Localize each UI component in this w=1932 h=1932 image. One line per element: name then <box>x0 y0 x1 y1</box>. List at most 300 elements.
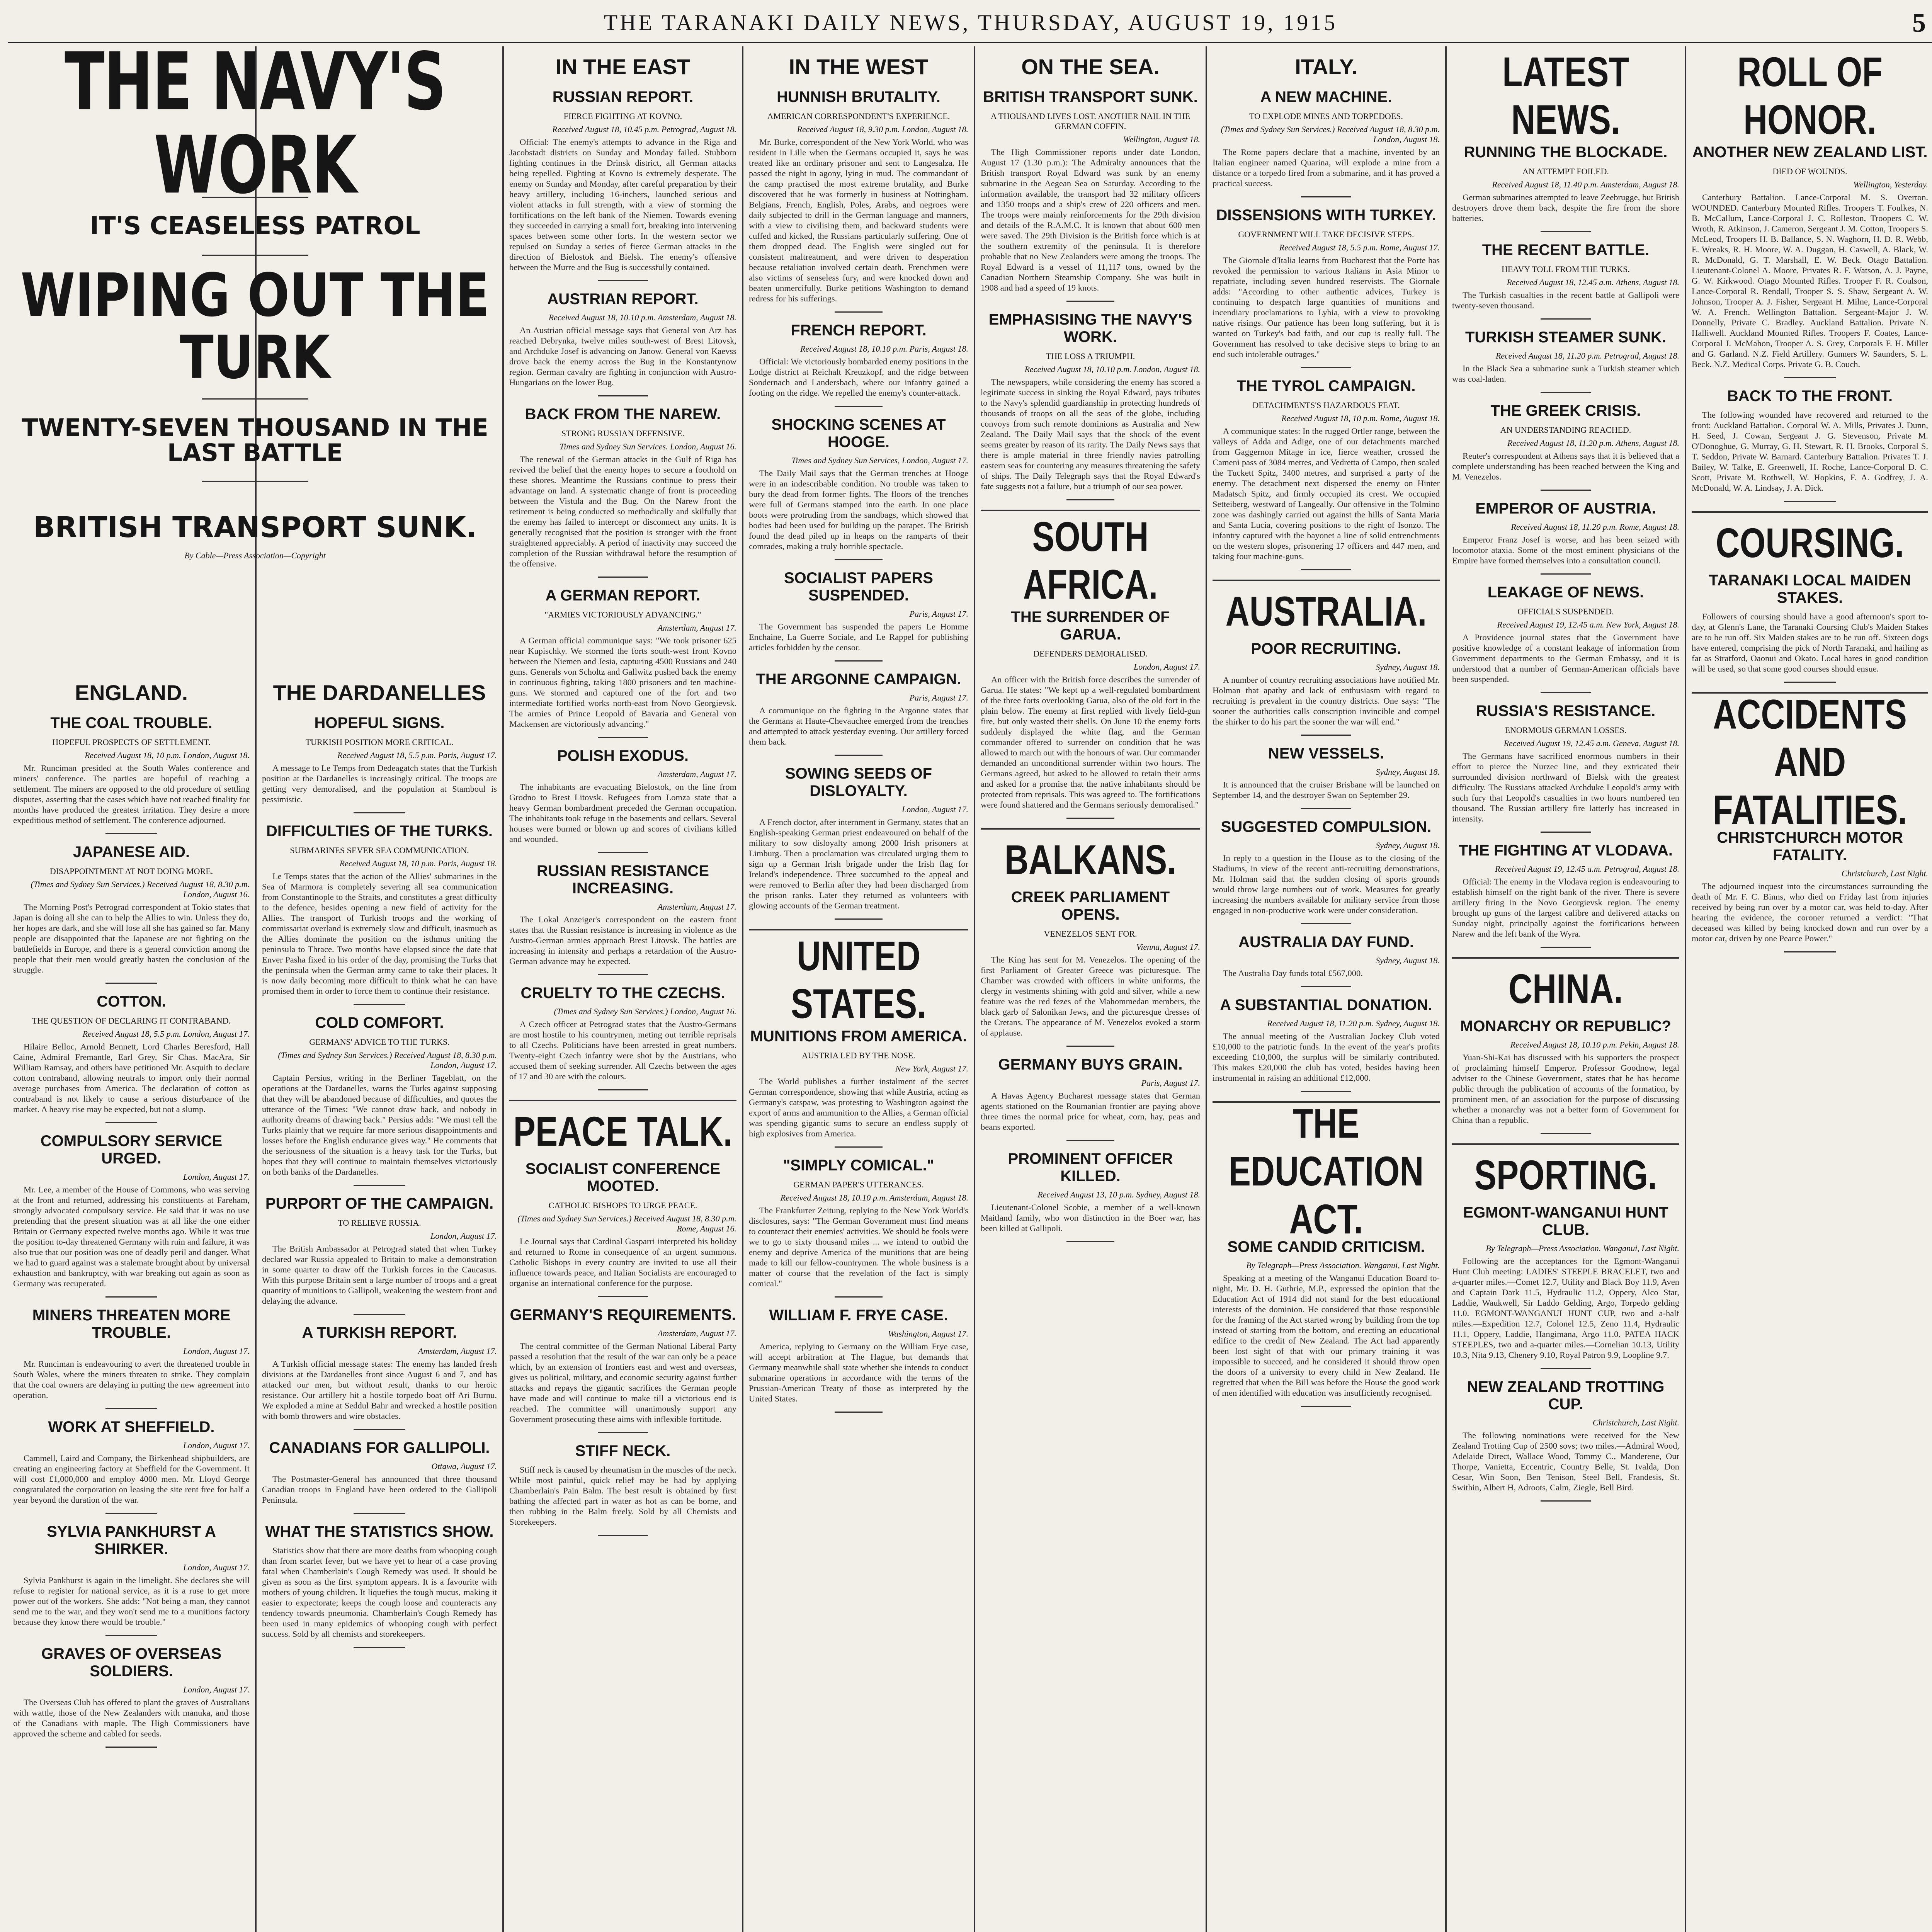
column-latest <box>1447 46 1685 1932</box>
dateline: Sydney, August 18. <box>1376 956 1440 965</box>
dateline: Times and Sydney Sun Services, London, August 17. <box>791 456 968 465</box>
dateline: Christchurch, Last Night. <box>1592 1418 1679 1427</box>
article-text: Following are the acceptances for the Egmont-Wanganui Hunt Club meeting: LADIES' STEEPLE BRACELET, two and a-quarter miles.—Comet 12.7, Utility and Black Boy 11.9, Aven and Captain Dark 11.5, Hydraulic 11.2, Oppery, Alco Star, Laddie, Waukwell, Sir Laddo Gelding, Argo, Torpedo gelding 11.0. EGMONT-WANGANUI HUNT CUP, two and a-half miles.—Expedition 12.7, Colonel 12.5, Zeno 11.4, Hydraulic 11.1, Oppery, Laddie, Hangimana, Argo 11.0. PATEA HACK STEEPLES, two and a-quarter miles.—Cornelian 10.13, Utility 10.3, Nita 9.13, Chenery 9.10, Royal Patron 9.9, Loopline 9.7. <box>1452 1256 1679 1360</box>
section-headline: GERMANY BUYS GRAIN. <box>998 1056 1183 1073</box>
section-subheadline: FIERCE FIGHTING AT KOVNO. <box>563 111 682 121</box>
article-text: The Lokal Anzeiger's correspondent on the eastern front states that the Russian resistance is increasing in violence as the Austro-German armies approach Brest Litovsk. The battles are increasing in intensity and perhaps a retardation of the Austro-German advance may be expected. <box>509 915 736 966</box>
column-headline: THE DARDANELLES <box>273 680 486 705</box>
rule-divider <box>1541 947 1590 948</box>
dateline: London, August 17. <box>430 1231 497 1241</box>
dateline: Received August 18, 11.40 p.m. Amsterdam, August 18. <box>1492 180 1679 189</box>
article-text: Mr. Lee, a member of the House of Commons, who was serving at the front and returned, addressing his constituents at Fareham, strongly advocated compulsory service. He said that it was no use pretending that the present situation was at all like the one either Britain or Germany expected twelve months ago. While it was true the position to-day threatened Germany with ruin and failure, it was also true that our position was one of deadly peril and danger. What we had to guard against was a stalemate brought about by universal exhaustion and bankruptcy, with war breaking out again as soon as Germany was recuperated. <box>13 1185 250 1288</box>
article-body <box>749 356 968 398</box>
article-text: The Morning Post's Petrograd correspondent at Tokio states that Japan is doing all she can to help the Allies to win. Unless they do, her hopes are dark, and she will lose all she has gained so far. Many people are disappointed that the Japanese are not fighting on the battlefields in Europe, and there is a general conviction among the people that their men would greatly hasten the conclusion of the struggle. <box>13 902 250 975</box>
dateline: Received August 18, 11.20 p.m. Athens, August 18. <box>1507 438 1679 448</box>
section-headline: TURKISH STEAMER SUNK. <box>1465 329 1667 346</box>
rule-divider <box>1541 1368 1590 1369</box>
article-text: In reply to a question in the House as to the closing of the Stadiums, in view of the recent anti-recruiting demonstrations, Mr. Holman said that the sudden closing of sports grounds would throw large numbers out of work. Measures for greatly increasing the numbers available for military service from those engaged in non-productive work were under consideration. <box>1213 853 1440 915</box>
rule-divider <box>354 1185 405 1186</box>
article-body <box>1452 876 1679 939</box>
section-headline: AUSTRIAN REPORT. <box>547 291 699 308</box>
section-headline: THE FIGHTING AT VLODAVA. <box>1458 842 1673 859</box>
section-headline: TARANAKI LOCAL MAIDEN STAKES. <box>1709 572 1911 606</box>
article-body <box>509 782 736 844</box>
rule-divider <box>105 1747 158 1748</box>
dateline: New York, August 17. <box>895 1064 968 1073</box>
lead-headline: THE NAVY'S WORK <box>65 46 446 211</box>
dateline: Received August 18, 10.10 p.m. Paris, August 18. <box>800 344 968 354</box>
rule-divider <box>1066 1241 1115 1242</box>
rule-divider <box>1541 318 1590 320</box>
article-body <box>13 1359 250 1400</box>
rule-divider <box>1301 1091 1351 1092</box>
rule-divider <box>354 1647 405 1648</box>
dateline: Christchurch, Last Night. <box>1841 869 1928 878</box>
section-subheadline: CATHOLIC BISHOPS TO URGE PEACE. <box>548 1201 697 1210</box>
dateline: Received August 18, 11.20 p.m. Sydney, August 18. <box>1267 1019 1440 1028</box>
article-text: Le Temps states that the action of the Allies' submarines in the Sea of Marmora is completely severing all sea communication from Constantinople to the Straits, and constitutes a great difficulty to the defence, besides opening a new field of activity for the Allies. The transport of Turkish troops and the working of commissariat overland is extremely slow and difficult, inasmuch as the Allies dominate the position on the isthmus uniting the peninsula to Thrace. Two months have elapsed since the date that Enver Pasha fixed in his order of the day, promising the Turks that the peninsula when the German army came to take their places. It is now daily becoming more difficult to think what he can have promised them in order to force them to continue their resistance. <box>262 871 497 996</box>
rule-divider <box>1541 832 1590 833</box>
article-text: The Turkish casualties in the recent battle at Gallipoli were twenty-seven thousand. <box>1452 290 1679 310</box>
article-body <box>1213 1031 1440 1083</box>
dateline: Paris, August 17. <box>909 609 968 619</box>
article-text: An Austrian official message says that General von Arz has reached Debrynka, twelve miles south-west of Brest Litovsk, and Archduke Josef is advancing on Janow. General von Kaevss drove back the enemy across the Bug in the Konstantynow region. German cavalry are fighting in conjunction with Austro-Hungarians on the lower Bug. <box>509 325 736 387</box>
rule-divider <box>354 1513 405 1514</box>
article-text: The Postmaster-General has announced that three thousand Canadian troops in England have been ordered to the Gallipoli Peninsula. <box>262 1474 497 1505</box>
rule-divider <box>835 1412 883 1413</box>
dateline: (Times and Sydney Sun Services.) Received August 18, 8.30 p.m. London, August 17. <box>278 1050 497 1070</box>
article-text: The Rome papers declare that a machine, invented by an Italian engineer named Quarina, will explode a mine from a distance or a torpedo fired from a submarine, and it has proved a practical success. <box>1213 147 1440 188</box>
section-headline: JAPANESE AID. <box>73 844 190 861</box>
rule-divider <box>598 280 648 281</box>
section-subheadline: THE LOSS A TRIUMPH. <box>1046 351 1135 361</box>
section-headline: A GERMAN REPORT. <box>545 587 701 604</box>
section-headline: NEW VESSELS. <box>1268 745 1384 762</box>
rule-divider <box>835 660 883 662</box>
article-text: German submarines attempted to leave Zeebrugge, but British destroyers drove them back, despite the fire from the shore batteries. <box>1452 192 1679 223</box>
article-text: The following nominations were received for the New Zealand Trotting Cup of 2500 sovs; two miles.—Admiral Wood, Adelaide Direct, Wallace Wood, Tommy C., Manderene, Our Thorpe, Vanietta, Eccentric, Country Belle, St. Ivalda, Don Cesar, Win Soon, Ben Tenison, Steel Bell, Frandesis, St. Swithin, Albert H, Adroots, Calm, Ziegle, Bell Bird. <box>1452 1430 1679 1492</box>
article-body <box>1213 675 1440 727</box>
rule-divider <box>1301 367 1351 368</box>
rule-divider <box>835 755 883 756</box>
article-text: The renewal of the German attacks in the Gulf of Riga has revived the belief that the enemy hopes to secure a foothold on these shores. Meantime the Russians continue to press their advantage on land. A systematic change of front is proceeding between the Vistula and the Bug. On the Narew front the retirement is being conducted so methodically and skilfully that the enemy has failed to intercept or disconnect any units. It is generally recognised that the position is stronger with the front straightened appreciably. A period of inactivity may succeed the completion of the Russian withdrawal before the resumption of the offensive. <box>509 454 736 568</box>
rule-divider <box>105 1513 158 1514</box>
dateline: Sydney, August 18. <box>1376 662 1440 672</box>
column-west <box>743 46 974 1932</box>
section-subheadline: GERMAN PAPER'S UTTERANCES. <box>793 1180 924 1189</box>
rule-divider <box>1301 569 1351 570</box>
article-body <box>509 454 736 569</box>
section-subheadline: TO EXPLODE MINES AND TORPEDOES. <box>1249 111 1403 121</box>
article-body <box>1213 779 1440 800</box>
column-headline: BALKANS. <box>1004 837 1177 883</box>
dateline: Received August 18, 10 p.m. London, August 18. <box>85 750 250 760</box>
dateline: Ottawa, August 17. <box>431 1461 497 1471</box>
section-headline: SOME CANDID CRITICISM. <box>1227 1238 1425 1255</box>
article-text: Official: The enemy in the Vlodava region is endeavouring to establish himself on the right bank of the river. There is severe artillery firing in the Novo Georgievsk region. The enemy brought up guns of the largest calibre and delivered attacks on Sunday night, principally against the fortifications between Narew and the left bank of the Wyra. <box>1452 877 1679 939</box>
dateline: Amsterdam, August 17. <box>418 1346 497 1356</box>
section-subheadline: DIED OF WOUNDS. <box>1772 167 1847 176</box>
dateline: Received August 18, 11.20 p.m. Petrograd, August 18. <box>1495 351 1679 361</box>
rule-divider <box>1066 499 1115 500</box>
section-headline: PROMINENT OFFICER KILLED. <box>1008 1150 1173 1185</box>
dateline: (Times and Sydney Sun Services.) Received August 18, 8.30 p.m. London, August 16. <box>31 879 250 899</box>
rule-divider <box>1301 923 1351 924</box>
article-body <box>1213 255 1440 359</box>
section-subheadline: DETACHMENTS'S HAZARDOUS FEAT. <box>1252 400 1400 410</box>
dateline: Received August 18, 12.45 a.m. Athens, August 18. <box>1507 277 1679 287</box>
dateline: Received August 18, 10 p.m. Rome, August 18. <box>1281 413 1440 423</box>
column-headline: ACCIDENTS AND FATALITIES. <box>1713 691 1907 833</box>
article-text: The Giornale d'Italia learns from Bucharest that the Porte has revoked the permission to various Italians in Asia Minor to repatriate, including seven hundred reservists. The Giornale adds: "According to other authentic advices, Turkey is continuing to despatch large quantities of munitions and incendiary proclamations to Lybia, with a view to provoking native risings. Our patience has been long suffering, but it is wanted on Turkey's bad faith, and our cup is really full. The Government has resolved to take decisive steps to bring to an end such intolerable outrages." <box>1213 255 1440 359</box>
section-subheadline: GOVERNMENT WILL TAKE DECISIVE STEPS. <box>1238 230 1414 239</box>
article-text: Speaking at a meeting of the Wanganui Education Board to-night, Mr. D. H. Guthrie, M.P., expressed the opinion that the Education Act of 1914 did not stand for the best educational interests of the dominion. He considered that those responsible for the framing of the Act started wrong by building from the top instead of starting from the bottom, and erecting an educational edifice to the credit of New Zealand. The Act had apparently been lost sight of that with our primary training it was impossible to succeed, and he considered it should throw open the doors of a university to every child in New Zealand. He regretted that when the Bill was before the House the good work of men identified with education was insufficiently recognised. <box>1213 1273 1440 1398</box>
dateline: Received August 19, 12.45 a.m. Petrograd, August 18. <box>1495 864 1679 874</box>
article-text: Mr. Runciman is endeavouring to avert the threatened trouble in South Wales, where the miners threaten to strike. They complain that the coal owners are delaying in putting the new agreement into operation. <box>13 1359 250 1400</box>
rule-divider <box>1541 490 1590 491</box>
section-subheadline: OFFICIALS SUSPENDED. <box>1517 607 1614 616</box>
article-body <box>749 705 968 747</box>
article-body <box>509 1464 736 1527</box>
section-headline: BACK TO THE FRONT. <box>1727 388 1893 405</box>
section-headline: BACK FROM THE NAREW. <box>525 406 721 423</box>
dateline: London, August 17. <box>1134 662 1200 672</box>
article-body <box>262 1545 497 1639</box>
section-divider <box>749 929 968 930</box>
section-headline: CANADIANS FOR GALLIPOLI. <box>269 1439 490 1456</box>
article-body <box>1213 853 1440 915</box>
article-body <box>262 1474 497 1505</box>
section-headline: POLISH EXODUS. <box>557 747 689 764</box>
section-subheadline: ENORMOUS GERMAN LOSSES. <box>1505 725 1627 735</box>
article-body <box>981 377 1200 492</box>
article-body <box>1452 451 1679 482</box>
column-headline: ENGLAND. <box>75 680 188 705</box>
section-headline: THE GREEK CRISIS. <box>1490 402 1641 419</box>
rule-divider <box>598 1089 648 1090</box>
dateline: Received August 18, 5.5 p.m. London, August 17. <box>82 1029 250 1039</box>
section-subheadline: THE QUESTION OF DECLARING IT CONTRABAND. <box>32 1016 231 1026</box>
rule-divider <box>1301 1406 1351 1407</box>
section-headline: AUSTRALIA DAY FUND. <box>1238 934 1414 951</box>
section-headline: CREEK PARLIAMENT OPENS. <box>1011 889 1170 923</box>
article-body <box>1452 632 1679 684</box>
article-text: Cammell, Laird and Company, the Birkenhead shipbuilders, are creating an engineering factory at Sheffield for the Government. It will cost £1,000,000 and employ 4000 men. Mr. Lloyd George congratulated the corporation on leasing the site rent free for half a year beyond the duration of the war. <box>13 1453 250 1505</box>
article-body <box>1452 1052 1679 1125</box>
article-body <box>1213 1273 1440 1398</box>
rule-divider <box>598 1296 648 1297</box>
rule-divider <box>105 833 158 834</box>
rule-divider <box>105 983 158 984</box>
article-body <box>262 763 497 804</box>
article-text: Official: The enemy's attempts to advance in the Riga and Jacobstadt districts on Sunday and Monday failed. Stubborn fighting continues in the Drinsk district, all German attacks being repelled. Fighting at Kovno is extremely desperate. The enemy on Sunday and Monday, after careful preparation by their heavy artillery, including 16-inchers, launched serious and violent attacks in full strength, with a view of storming the fortifications on the left bank of the Niemen. Towards evening they succeeded in carrying a small fort, breaking into intervening spaces between some other forts. In the western sector we repulsed on Sunday a series of fierce German attacks in the direction of Bielostok and Bielsk. The enemy's offensive between the Murre and the Bug is successfully contained. <box>509 137 736 272</box>
rule-divider <box>1784 682 1836 683</box>
rule-divider <box>598 852 648 853</box>
section-subheadline: DISAPPOINTMENT AT NOT DOING MORE. <box>49 866 213 876</box>
article-text: A German official communique says: "We took prisoner 625 near Kupischky. We stormed the forts south-west front Kovno between the Niemen and Jesia, capturing 4500 Russians and 240 guns. Generals von Scholtz and Gallwitz pushed back the enemy in continuous fighting, taking 1800 prisoners and ten machine-guns. We stormed and captured one of the fort and two intermediate fortified works north-east from Novo Georgievsk. The armies of Prince Leopold of Bavaria and General von Mackensen are victoriously advancing." <box>509 636 736 729</box>
section-headline: SHOCKING SCENES AT HOOGE. <box>771 416 946 451</box>
rule-divider <box>1066 301 1115 302</box>
rule-divider <box>105 1122 158 1123</box>
dateline: Received August 18, 5.5 p.m. Paris, August 17. <box>337 750 497 760</box>
article-text: A Havas Agency Bucharest message states that German agents stationed on the Roumanian frontier are paying above three times the normal price for wheat, corn, hay, peas and beans exported. <box>981 1091 1200 1132</box>
section-subheadline: AN UNDERSTANDING REACHED. <box>1500 425 1631 435</box>
dateline: London, August 17. <box>183 1346 250 1356</box>
article-body <box>1213 426 1440 561</box>
rule-divider <box>1066 1046 1115 1047</box>
column-headline: ROLL OF HONOR. <box>1737 49 1883 143</box>
article-body <box>1213 968 1440 978</box>
article-text: Yuan-Shi-Kai has discussed with his supporters the prospect of proclaiming himself Emperor. Professor Goodnow, legal adviser to the Chinese Government, states that he has become public through the publication of accounts of the formation, by prominent men, of an association for the purpose of discussing whether a monarchy was not a better form of Government for China than a republic. <box>1452 1053 1679 1125</box>
article-body <box>749 817 968 911</box>
columns-area <box>8 46 1932 1932</box>
section-subheadline: A THOUSAND LIVES LOST. ANOTHER NAIL IN THE GERMAN COFFIN. <box>990 111 1190 131</box>
article-text: It is announced that the cruiser Brisbane will be launched on September 14, and the destroyer Swan on September 29. <box>1213 780 1440 800</box>
article-body <box>13 1041 250 1114</box>
article-text: The inhabitants are evacuating Bielostok, on the line from Grodno to Brest Litovsk. Refugees from Lomza state that a heavy German bombardment preceded the German occupation. The inhabitants took refuge in the basements and cellars. Several houses were burned or blown up and scores of civilians killed and wounded. <box>509 782 736 844</box>
column-headline: ON THE SEA. <box>1021 54 1160 79</box>
deck-headline: TWENTY-SEVEN THOUSAND IN THE LAST BATTLE <box>22 413 488 467</box>
column-sea <box>975 46 1206 1932</box>
rule-divider <box>354 1004 405 1005</box>
dateline: Received August 18, 9.30 p.m. London, August 18. <box>797 124 968 134</box>
rule-divider <box>1784 951 1836 952</box>
column-headline: LATEST NEWS. <box>1502 49 1629 143</box>
dateline: Sydney, August 18. <box>1376 767 1440 777</box>
section-headline: "SIMPLY COMICAL." <box>783 1157 934 1174</box>
section-subheadline: TURKISH POSITION MORE CRITICAL. <box>305 737 454 747</box>
rule-divider <box>105 1296 158 1298</box>
section-subheadline: GERMANS' ADVICE TO THE TURKS. <box>309 1037 450 1047</box>
article-body <box>749 468 968 551</box>
section-headline: STIFF NECK. <box>575 1442 671 1459</box>
dateline: Received August 18, 5.5 p.m. Rome, August 17. <box>1279 243 1440 252</box>
dateline: By Telegraph—Press Association. Wanganui, Last Night. <box>1246 1260 1440 1270</box>
article-body <box>13 1453 250 1505</box>
section-subheadline: SUBMARINES SEVER SEA COMMUNICATION. <box>290 845 469 855</box>
section-divider <box>1692 511 1928 513</box>
article-body <box>509 137 736 272</box>
rule-divider <box>598 737 648 738</box>
rule-divider <box>598 577 648 578</box>
section-headline: RUNNING THE BLOCKADE. <box>1464 144 1668 161</box>
article-text: Captain Persius, writing in the Berliner Tageblatt, on the operations at the Dardanelles, warns the Turks against supposing that they will be abandoned because of difficulties, and quotes the utterance of the Times: "We cannot draw back, and nobody in authority dreams of drawing back." Persius adds: "We must tell the Turks plainly that we require far more serious disappointments and losses before the English endurance gives way." He comments that the seriousness of the situation is a heavy task for the Turks, but hopes that they will continue to maintain themselves victoriously on both banks of the Dardanelles. <box>262 1073 497 1177</box>
rule-divider <box>1541 573 1590 575</box>
section-headline: SUGGESTED COMPULSION. <box>1221 818 1432 835</box>
section-headline: CRUELTY TO THE CZECHS. <box>520 985 725 1002</box>
article-body <box>509 1019 736 1082</box>
section-headline: SOCIALIST PAPERS SUSPENDED. <box>784 570 933 604</box>
rule-divider <box>1541 1500 1590 1502</box>
section-headline: RUSSIA'S RESISTANCE. <box>1476 702 1656 719</box>
article-text: Lieutenant-Colonel Scobie, a member of a well-known Maitland family, who won distinction in the Boer war, has been killed at Gallipoli. <box>981 1202 1200 1233</box>
dateline: Received August 18, 10.10 p.m. Amsterdam, August 18. <box>780 1193 968 1202</box>
dateline: Vienna, August 17. <box>1136 942 1200 952</box>
article-text: A Providence journal states that the Government have positive knowledge of a constant leakage of information from Government departments to the German Embassy, and it is understood that a number of German-American officials have been suspended. <box>1452 633 1679 684</box>
section-divider <box>981 828 1200 830</box>
dateline: Times and Sydney Sun Services. London, August 16. <box>560 442 736 451</box>
dateline: Amsterdam, August 17. <box>657 1328 736 1338</box>
dateline: (Times and Sydney Sun Services.) London, August 16. <box>554 1007 736 1016</box>
section-headline: A TURKISH REPORT. <box>302 1324 457 1341</box>
article-body <box>1452 290 1679 311</box>
rule-divider <box>1784 377 1836 378</box>
article-body <box>13 1697 250 1739</box>
page-number: 5 <box>1912 8 1926 38</box>
section-headline: FRENCH REPORT. <box>791 322 927 339</box>
section-headline: THE RECENT BATTLE. <box>1482 242 1650 259</box>
section-headline: HUNNISH BRUTALITY. <box>777 88 940 105</box>
article-text: The Frankfurter Zeitung, replying to the New York World's disclosures, says: "The German Government must find means to counteract their enemies' activities. We should be fools were we to go to sixty thousand miles ... we intend to outbid the enemy and deprive America of the munitions that are being made to kill our fellow-countrymen. The whole business is a matter of course that the revelation of the fact is simply comical." <box>749 1206 968 1288</box>
section-headline: COMPULSORY SERVICE URGED. <box>40 1133 223 1167</box>
rule-divider <box>1541 231 1590 232</box>
dateline: London, August 17. <box>902 804 968 814</box>
article-text: Stiff neck is caused by rheumatism in the muscles of the neck. While most painful, quick relief may be had by applying Chamberlain's Pain Balm. The best result is obtained by first bathing the affected part in water as hot as can be borne, and then rubbing in the Balm freely. Sold by all Chemists and Storekeepers. <box>509 1465 736 1527</box>
section-divider <box>509 1100 736 1101</box>
column-headline: IN THE EAST <box>555 54 690 79</box>
section-headline: MINERS THREATEN MORE TROUBLE. <box>32 1307 231 1341</box>
article-body <box>749 1205 968 1289</box>
article-text: The High Commissioner reports under date London, August 17 (1.30 p.m.): The Admiralty announces that the British transport Royal Edward was sunk by an enemy submarine in the Aegean Sea on Saturday. According to the information available, the transport had 32 military officers and 1350 troops and a ship's crew of 220 officers and men. The troops were mainly reinforcements for the 29th division and details of the R.A.M.C. It is known that about 600 men were saved. The 29th Division is the British force which is at the southern extremity of the peninsula. It is therefore probable that no New Zealanders were among the troops. The Royal Edward is a vessel of 11,117 tons, owned by the Canadian Northern Steamship Company. She was built in 1908 and had a speed of 19 knots. <box>981 147 1200 293</box>
section-headline: THE COAL TROUBLE. <box>50 714 213 731</box>
article-text: Emperor Franz Josef is worse, and has been seized with locomotor ataxia. Some of the most eminent physicians of the Empire have formed themselves into a consultation council. <box>1452 535 1679 565</box>
dateline: Received August 19, 12.45 a.m. Geneva, August 18. <box>1503 738 1679 748</box>
article-text: A French doctor, after internment in Germany, states that an English-speaking German priest endeavoured on behalf of the military to sow disloyalty among 2000 Irish prisoners at Limburg. Then a proclamation was circulated urging them to sign up a German Irish brigade under the Irish flag for Ireland's independence. Three succumbed to the appeal and were removed to Berlin after they had been discharged from the prison ranks. Later they returned as volunteers with glowing accounts of the German treatment. <box>749 817 968 910</box>
article-text: The following wounded have recovered and returned to the front: Auckland Battalion. Corporal W. A. Mills, Privates J. Dunn, H. Seed, J. Cowan, Sergeant J. G. Stevenson, Private M. O'Donoghue, G. Murray, G. H. Stewart, R. H. Brooks, Corporal S. T. Seddon, Private W. Barnard. Canterbury Battalion. Privates T. J. Bailey, W. Talke, E. Greenwell, H. Roche, Lance-Corporal D. C. Scott, Private M. Rothwell, W. Hopkins, F. A. Godfrey, J. A. McDonald, W. A. Lindsay, J. A. Dick. <box>1692 410 1928 493</box>
section-subheadline: HEAVY TOLL FROM THE TURKS. <box>1502 264 1630 274</box>
section-headline: SYLVIA PANKHURST A SHIRKER. <box>47 1523 216 1558</box>
dateline: Received August 18, 10.10 p.m. Pekin, August 18. <box>1510 1040 1679 1049</box>
lead-story-banner <box>8 46 502 665</box>
section-headline: ANOTHER NEW ZEALAND LIST. <box>1692 144 1928 161</box>
dateline: (Times and Sydney Sun Services.) Received August 18, 8.30 p.m. London, August 18. <box>1221 124 1440 144</box>
dateline: London, August 17. <box>183 1172 250 1182</box>
article-body <box>13 1575 250 1627</box>
article-body <box>13 763 250 825</box>
article-text: The central committee of the German National Liberal Party passed a resolution that the result of the war can only be a peace which, by an extension of frontiers east and west and overseas, gives us political, military, and economic security against further attacks and repays the gigantic sacrifices the German people have made and will continue to make till a victorious end is reached. The committee will unanimously support any Government prosecuting these aims with inflexible fortitude. <box>509 1341 736 1424</box>
section-headline: MUNITIONS FROM AMERICA. <box>750 1028 967 1045</box>
dateline: London, August 17. <box>183 1563 250 1572</box>
section-headline: A SUBSTANTIAL DONATION. <box>1220 997 1432 1014</box>
dateline: Paris, August 17. <box>909 693 968 702</box>
dateline: Wellington, Yesterday. <box>1853 180 1928 189</box>
rule-divider <box>835 1146 883 1148</box>
article-body <box>981 674 1200 810</box>
dateline: (Times and Sydney Sun Services.) Received August 18, 8.30 p.m. Rome, August 16. <box>517 1214 736 1233</box>
dateline: Received August 18, 11.20 p.m. Rome, August 18. <box>1511 522 1679 532</box>
column-east <box>504 46 742 1932</box>
dateline: Received August 18, 10.10 p.m. Amsterdam, August 18. <box>548 313 736 322</box>
article-body <box>13 1184 250 1289</box>
dateline: Amsterdam, August 17. <box>657 623 736 633</box>
article-body <box>981 954 1200 1038</box>
rule-divider <box>1541 392 1590 393</box>
article-body <box>749 621 968 653</box>
article-text: The World publishes a further instalment of the secret German correspondence, showing that while Austria, acting as Germany's catspaw, was protesting to Washington against the export of arms and ammunition to the Allies, a German official was spending gigantic sums to secure an endless supply of high explosives from America. <box>749 1077 968 1138</box>
article-body <box>262 871 497 996</box>
section-headline: SOWING SEEDS OF DISLOYALTY. <box>785 765 932 799</box>
article-text: The King has sent for M. Venezelos. The opening of the first Parliament of Greater Greece was picturesque. The Chamber was crowded with officers in white uniforms, the clergy in vestments shining with gold and silver, while a new feature was the red fezes of the Mahommedan members, the black garb of Salonikan Jews, and the picturesque dresses of the Cretans. The appearance of M. Venezelos evoked a storm of applause. <box>981 955 1200 1037</box>
rule-divider <box>598 1535 648 1536</box>
deck-headline: BRITISH TRANSPORT SUNK. <box>33 511 477 544</box>
article-text: An officer with the British force describes the surrender of Garua. He states: "We kept up a well-regulated bombardment of the three forts overlooking Garua, also of the old fort in the plain below. The enemy at first replied with lively field-gun fire, but only wasted their shells. On June 10 the enemy forts suddenly displayed the white flag, and the German commander offered to surrender on condition that he was allowed to march out with the honours of war. Our commander demanded an unconditional surrender within two hours. The Germans agreed, but asked to be allowed to retain their arms and asked for a promise that the native inhabitants should be protected from reprisals. This was agreed to. The fortifications were found shattered and the Germans seriously demoralised." <box>981 675 1200 810</box>
article-text: The British Ambassador at Petrograd stated that when Turkey declared war Russia appealed to Britain to make a demonstration in some quarter to draw off the Turkish forces in the Caucasus. With this purpose Britain sent a large number of troops and a great quantity of munitions to Gallipoli, weakening the western front and delaying the advance. <box>262 1244 497 1306</box>
column-headline: IN THE WEST <box>789 54 929 79</box>
article-body <box>13 902 250 975</box>
rule-divider <box>598 974 648 975</box>
article-body <box>262 1359 497 1421</box>
section-subheadline: STRONG RUSSIAN DEFENSIVE. <box>561 429 685 438</box>
dateline: Amsterdam, August 17. <box>657 902 736 912</box>
rule-divider <box>835 406 883 407</box>
article-body <box>1692 881 1928 944</box>
article-text: The Germans have sacrificed enormous numbers in their effort to pierce the Nurzec line, and they extricated their surrounded division northward of Bielsk with the greatest difficulty. The Russians attacked Archduke Leopold's army with such fury that Leopold's casualties in two hours numbered ten thousand. The Russian artillery fire latterly has increased in intensity. <box>1452 751 1679 823</box>
section-headline: A NEW MACHINE. <box>1260 88 1392 105</box>
article-body <box>509 914 736 966</box>
article-text: A Turkish official message states: The enemy has landed fresh divisions at the Dardanelles front since August 6 and 7, and has attacked our men, but without result, thanks to our heroic resistance. Our artillery hit a hostile torpedo boat off Ari Burnu. We exploded a mine at Seddul Bahr and wrecked a hostile position with bomb throwers and wire obstacles. <box>262 1359 497 1421</box>
column-dardanelles <box>257 672 502 1932</box>
rule-divider <box>1301 735 1351 736</box>
article-body <box>1452 1430 1679 1493</box>
dateline: Received August 18, 10.10 p.m. London, August 18. <box>1024 364 1200 374</box>
article-text: Mr. Runciman presided at the South Wales conference and miners' conference. The parties are hopeful of reaching a settlement. The miners are opposed to the old procedure of settling disputes, asserting that the cases which have not reached finality for months have produced the greatest irritation. They desire a more expeditious method of settlement. The conference adjourned. <box>13 763 250 825</box>
dateline: Paris, August 17. <box>1141 1078 1200 1088</box>
section-subheadline: "ARMIES VICTORIOUSLY ADVANCING." <box>544 610 701 619</box>
section-headline: DIFFICULTIES OF THE TURKS. <box>266 823 493 840</box>
article-body <box>749 137 968 304</box>
dateline: Washington, August 17. <box>888 1329 968 1338</box>
section-headline: NEW ZEALAND TROTTING CUP. <box>1467 1378 1665 1413</box>
rule-divider <box>835 559 883 560</box>
column-headline: THE EDUCATION ACT. <box>1228 1100 1424 1243</box>
dateline: By Telegraph—Press Association. Wanganui, Last Night. <box>1486 1243 1679 1253</box>
section-headline: RUSSIAN REPORT. <box>552 88 694 105</box>
section-headline: HOPEFUL SIGNS. <box>314 714 445 731</box>
rule-divider <box>1066 1140 1115 1141</box>
section-headline: COLD COMFORT. <box>315 1014 444 1031</box>
article-body <box>509 325 736 388</box>
section-headline: EGMONT-WANGANUI HUNT CLUB. <box>1463 1204 1668 1238</box>
rule-divider <box>835 311 883 313</box>
section-subheadline: VENEZELOS SENT FOR. <box>1044 929 1137 939</box>
article-text: Sylvia Pankhurst is again in the limelight. She declares she will refuse to register for national service, as it is a ruse to get more power out of the workers. She adds: "Not being a man, they cannot send me to the war, and they won't send me to a munitions factory because they know there would be trouble." <box>13 1575 250 1627</box>
section-headline: DISSENSIONS WITH TURKEY. <box>1216 207 1436 224</box>
dateline: Received August 18, 10 p.m. Paris, August 18. <box>339 859 497 868</box>
rule-divider <box>354 1429 405 1430</box>
column-headline: SPORTING. <box>1474 1152 1657 1199</box>
article-body <box>981 1202 1200 1233</box>
deck-headline: IT'S CEASELESS PATROL <box>90 212 420 241</box>
rule-divider <box>1301 808 1351 809</box>
section-headline: LEAKAGE OF NEWS. <box>1487 584 1644 601</box>
article-text: A message to Le Temps from Dedeagatch states that the Turkish position at the Dardanelles is increasingly critical. The troops are getting very demoralised, and the population at Stamboul is pessimistic. <box>262 763 497 804</box>
section-headline: WORK AT SHEFFIELD. <box>48 1418 215 1435</box>
deck-headline: WIPING OUT THE TURK <box>20 261 490 393</box>
section-divider <box>1213 580 1440 581</box>
rule-divider <box>598 1432 648 1433</box>
section-subheadline: AUSTRIA LED BY THE NOSE. <box>802 1051 915 1060</box>
article-text: In the Black Sea a submarine sunk a Turkish steamer which was coal-laden. <box>1452 364 1679 384</box>
section-headline: THE SURRENDER OF GARUA. <box>1011 609 1170 643</box>
byline: By Cable—Press Association—Copyright <box>184 551 326 561</box>
column-england <box>8 672 255 1932</box>
column-headline: COURSING. <box>1716 520 1904 566</box>
article-body <box>1452 363 1679 384</box>
rule-divider <box>105 1635 158 1636</box>
article-text: A number of country recruiting associations have notified Mr. Holman that apathy and lack of enthusiasm with regard to recruiting is prevalent in the country districts. One says: "The sooner the authorities calls conscription invincible and compel the shirker to do his part the sooner the war will end." <box>1213 675 1440 726</box>
article-body <box>1692 192 1928 369</box>
rule-divider <box>835 1296 883 1298</box>
